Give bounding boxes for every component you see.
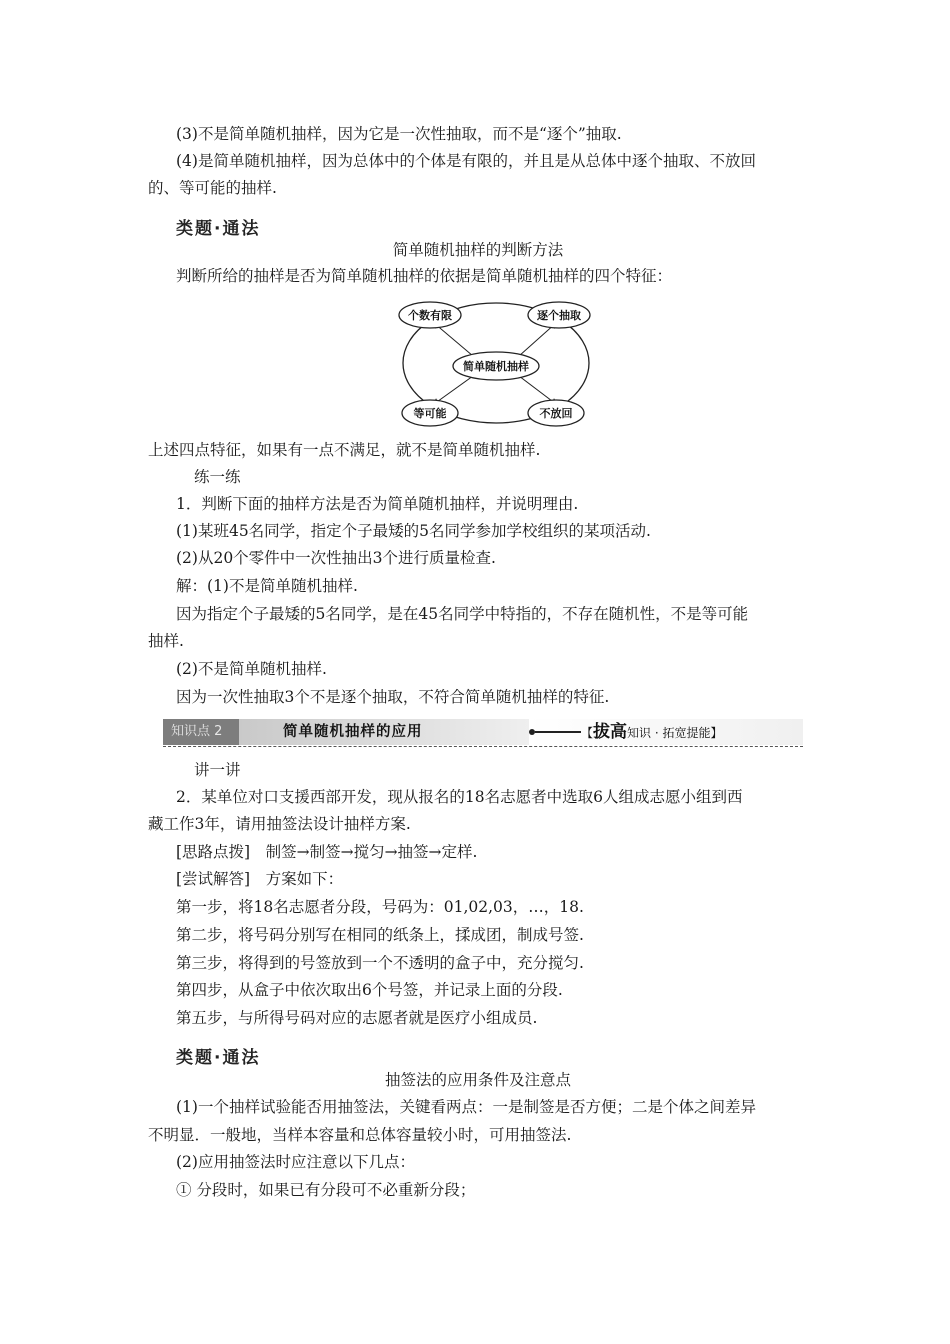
lecture-hint: [思路点拨] 制签→制签→搅匀→抽签→定样. xyxy=(176,843,478,861)
practice-question-1-1: (1)某班45名同学，指定个子最矮的5名同学参加学校组织的某项活动. xyxy=(176,522,651,540)
practice-answer-1-reason-line-1: 因为指定个子最矮的5名同学，是在45名同学中特指的，不存在随机性，不是等可能 xyxy=(176,605,749,623)
section-subtitle-2: 抽签法的应用条件及注意点 xyxy=(384,1071,571,1089)
arrow-to-bottom-left xyxy=(434,376,473,404)
node-top-right-label: 逐个抽取 xyxy=(537,309,581,322)
lecture-step-5: 第五步，与所得号码对应的志愿者就是医疗小组成员. xyxy=(176,1009,538,1027)
lecture-step-3: 第三步，将得到的号签放到一个不透明的盒子中，充分搅匀. xyxy=(176,954,584,972)
node-bottom-left-label: 等可能 xyxy=(413,407,447,420)
lecture-question-2-line-1: 2．某单位对口支援西部开发，现从报名的18名志愿者中选取6人组成志愿小组到西 xyxy=(176,788,743,806)
practice-label: 练一练 xyxy=(194,468,241,486)
paragraph-3: (3)不是简单随机抽样，因为它是一次性抽取，而不是“逐个”抽取. xyxy=(176,125,622,143)
section-conclusion: 上述四点特征，如果有一点不满足，就不是简单随机抽样. xyxy=(148,441,541,459)
banner-subtitle-open: 【 xyxy=(581,726,594,740)
section2-paragraph-3: ① 分段时，如果已有分段可不必重新分段； xyxy=(176,1181,476,1199)
section-heading-1: 类题·通法 xyxy=(176,219,261,239)
lecture-step-1: 第一步，将18名志愿者分段，号码为：01,02,03，…，18. xyxy=(176,898,584,916)
banner-right-band xyxy=(529,719,803,745)
section2-paragraph-2: (2)应用抽签法时应注意以下几点： xyxy=(176,1153,415,1171)
node-center-label: 简单随机抽样 xyxy=(463,360,529,373)
banner-subtitle-big: 拔高 xyxy=(593,722,628,742)
section-intro: 判断所给的抽样是否为简单随机抽样的依据是简单随机抽样的四个特征： xyxy=(176,267,673,285)
practice-question-1-2: (2)从20个零件中一次性抽出3个进行质量检查. xyxy=(176,549,496,567)
lecture-step-2: 第二步，将号码分别写在相同的纸条上，揉成团，制成号签. xyxy=(176,926,584,944)
paragraph-4-line-1: (4)是简单随机抽样，因为总体中的个体是有限的，并且是从总体中逐个抽取、不放回 xyxy=(176,152,756,170)
practice-answer-2-reason: 因为一次性抽取3个不是逐个抽取，不符合简单随机抽样的特征. xyxy=(176,688,610,706)
banner-title: 简单随机抽样的应用 xyxy=(283,724,423,740)
practice-answer-1-reason-line-2: 抽样. xyxy=(148,632,184,650)
section-heading-2: 类题·通法 xyxy=(176,1048,261,1068)
banner-underline xyxy=(163,746,803,747)
practice-answer-2: (2)不是简单随机抽样. xyxy=(176,660,327,678)
features-diagram xyxy=(396,296,596,430)
node-bottom-right-label: 不放回 xyxy=(539,407,573,420)
paragraph-4-line-2: 的、等可能的抽样. xyxy=(148,179,277,197)
section2-paragraph-1-line-1: (1)一个抽样试验能否用抽签法，关键看两点：一是制签是否方便；二是个体之间差异 xyxy=(176,1098,756,1116)
banner-subtitle-rest: 知识 · 拓宽提能】 xyxy=(627,726,723,740)
practice-question-1: 1．判断下面的抽样方法是否为简单随机抽样，并说明理由. xyxy=(176,495,579,513)
practice-answer-1: 解：(1)不是简单随机抽样. xyxy=(176,577,358,595)
lecture-step-4: 第四步，从盒子中依次取出6个号签，并记录上面的分段. xyxy=(176,981,563,999)
lecture-label: 讲一讲 xyxy=(194,761,241,779)
node-top-left-label: 个数有限 xyxy=(408,309,452,322)
banner-rule xyxy=(535,731,581,733)
lecture-try: [尝试解答] 方案如下： xyxy=(176,870,344,888)
knowledge-point-banner xyxy=(163,719,803,745)
section-subtitle-1: 简单随机抽样的判断方法 xyxy=(392,241,564,259)
lecture-question-2-line-2: 藏工作3年，请用抽签法设计抽样方案. xyxy=(148,815,411,833)
banner-tag: 知识点 2 xyxy=(163,719,239,745)
section2-paragraph-1-line-2: 不明显．一般地，当样本容量和总体容量较小时，可用抽签法. xyxy=(148,1126,572,1144)
banner-subtitle xyxy=(581,719,722,746)
